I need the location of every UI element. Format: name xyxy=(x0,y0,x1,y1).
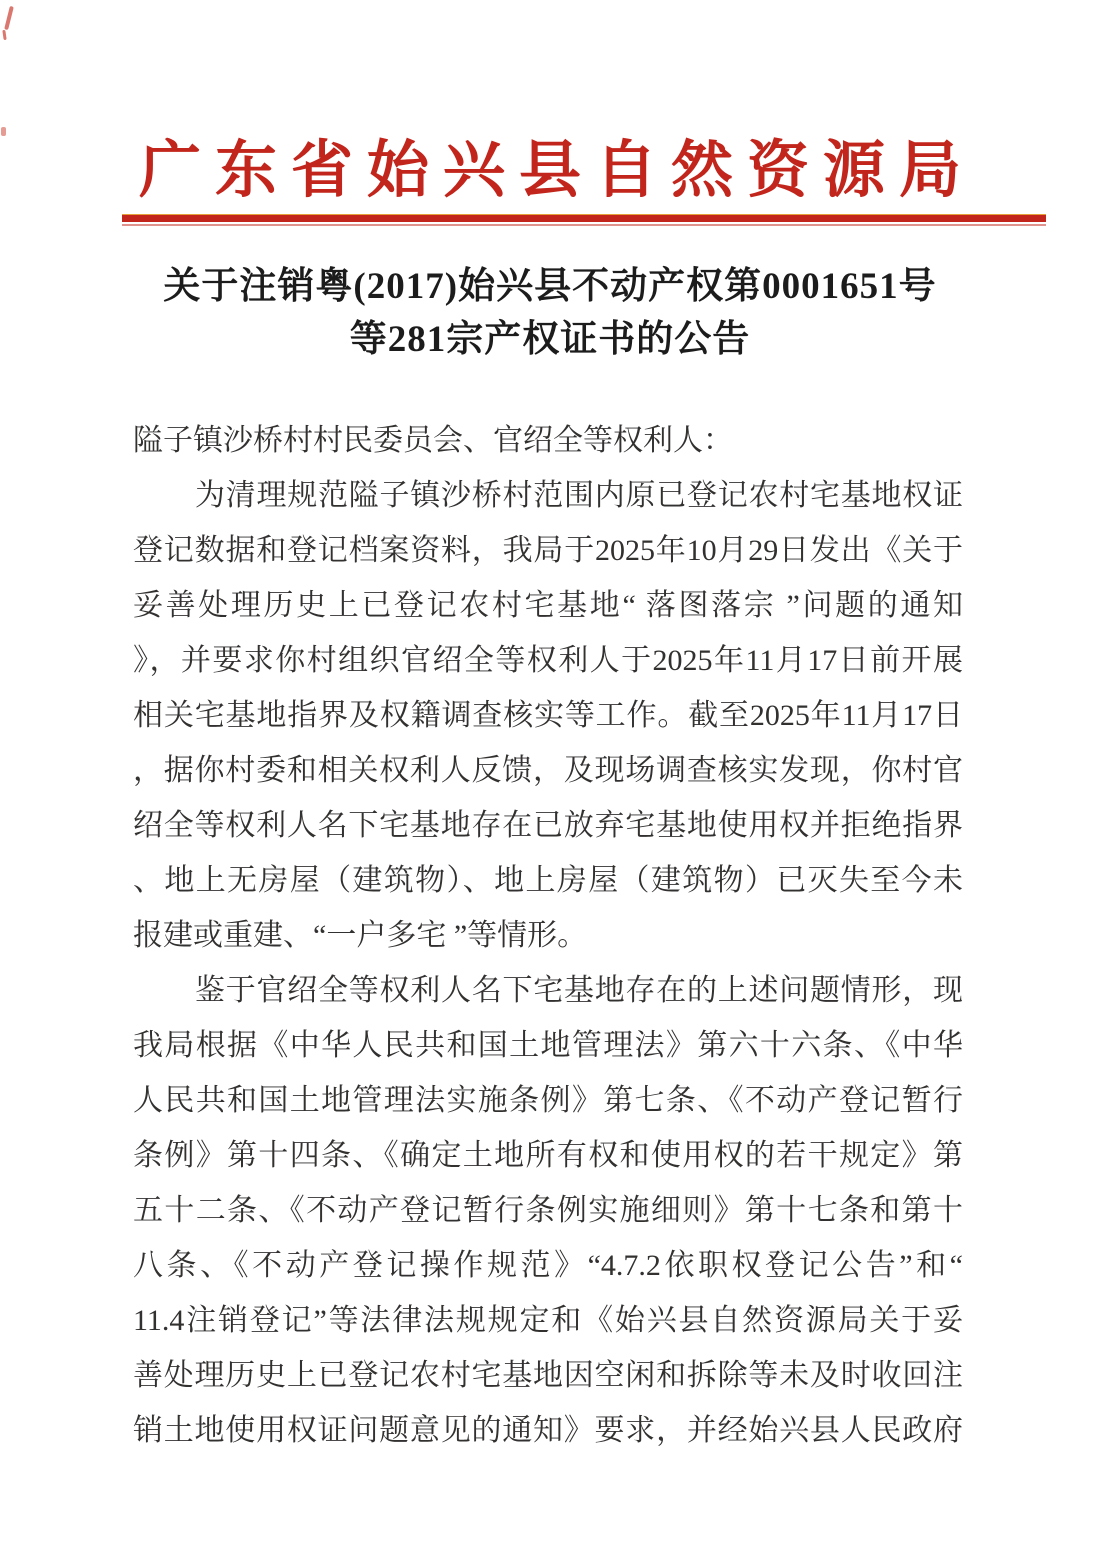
body-line: 善处理历史上已登记农村宅基地因空闲和拆除等未及时收回注 xyxy=(133,1359,963,1392)
divider-thick-line xyxy=(122,214,1046,222)
body-line: 妥善处理历史上已登记农村宅基地“ 落图落宗 ”问题的通知 xyxy=(133,589,963,622)
body-line: 我局根据《中华人民共和国土地管理法》第六十六条、《中华 xyxy=(133,1029,963,1062)
body-line: ，据你村委和相关权利人反馈，及现场调查核实发现，你村官 xyxy=(133,754,963,787)
body-line: 11.4注销登记”等法律法规规定和《始兴县自然资源局关于妥 xyxy=(133,1304,963,1337)
body-line: 绍全等权利人名下宅基地存在已放弃宅基地使用权并拒绝指界 xyxy=(133,809,963,842)
agency-masthead: 广东省始兴县自然资源局 xyxy=(138,137,975,205)
announcement-body xyxy=(133,413,963,1458)
announcement-title xyxy=(0,260,1100,366)
body-line: 登记数据和登记档案资料，我局于2025年10月29日发出《关于 xyxy=(133,534,963,567)
body-line: 鉴于官绍全等权利人名下宅基地存在的上述问题情形，现 xyxy=(195,974,963,1007)
body-line: 销土地使用权证问题意见的通知》要求，并经始兴县人民政府 xyxy=(133,1414,963,1447)
title-line-1: 关于注销粤(2017)始兴县不动产权第0001651号 xyxy=(163,266,937,307)
scan-artifact xyxy=(4,6,14,30)
body-line: 条例》第十四条、《确定土地所有权和使用权的若干规定》第 xyxy=(133,1139,963,1172)
body-line: 》，并要求你村组织官绍全等权利人于2025年11月17日前开展 xyxy=(133,644,963,677)
body-line: 五十二条、《不动产登记暂行条例实施细则》第十七条和第十 xyxy=(133,1194,963,1227)
masthead-divider-rule xyxy=(122,214,1046,226)
scan-artifact xyxy=(2,30,6,40)
body-line: 人民共和国土地管理法实施条例》第七条、《不动产登记暂行 xyxy=(133,1084,963,1117)
salutation: 隘子镇沙桥村村民委员会、官绍全等权利人： xyxy=(133,424,733,457)
body-line: 为清理规范隘子镇沙桥村范围内原已登记农村宅基地权证 xyxy=(195,479,963,512)
body-line: 八条、《不动产登记操作规范》“4.7.2依职权登记公告”和“ xyxy=(133,1249,963,1282)
body-line: 报建或重建、“一户多宅 ”等情形。 xyxy=(133,919,588,952)
body-line: 相关宅基地指界及权籍调查核实等工作。截至2025年11月17日 xyxy=(133,699,963,732)
title-line-2: 等281宗产权证书的公告 xyxy=(349,319,751,360)
divider-thin-line xyxy=(122,224,1046,226)
body-line: 、地上无房屋（建筑物）、地上房屋（建筑物）已灭失至今未 xyxy=(133,864,963,897)
